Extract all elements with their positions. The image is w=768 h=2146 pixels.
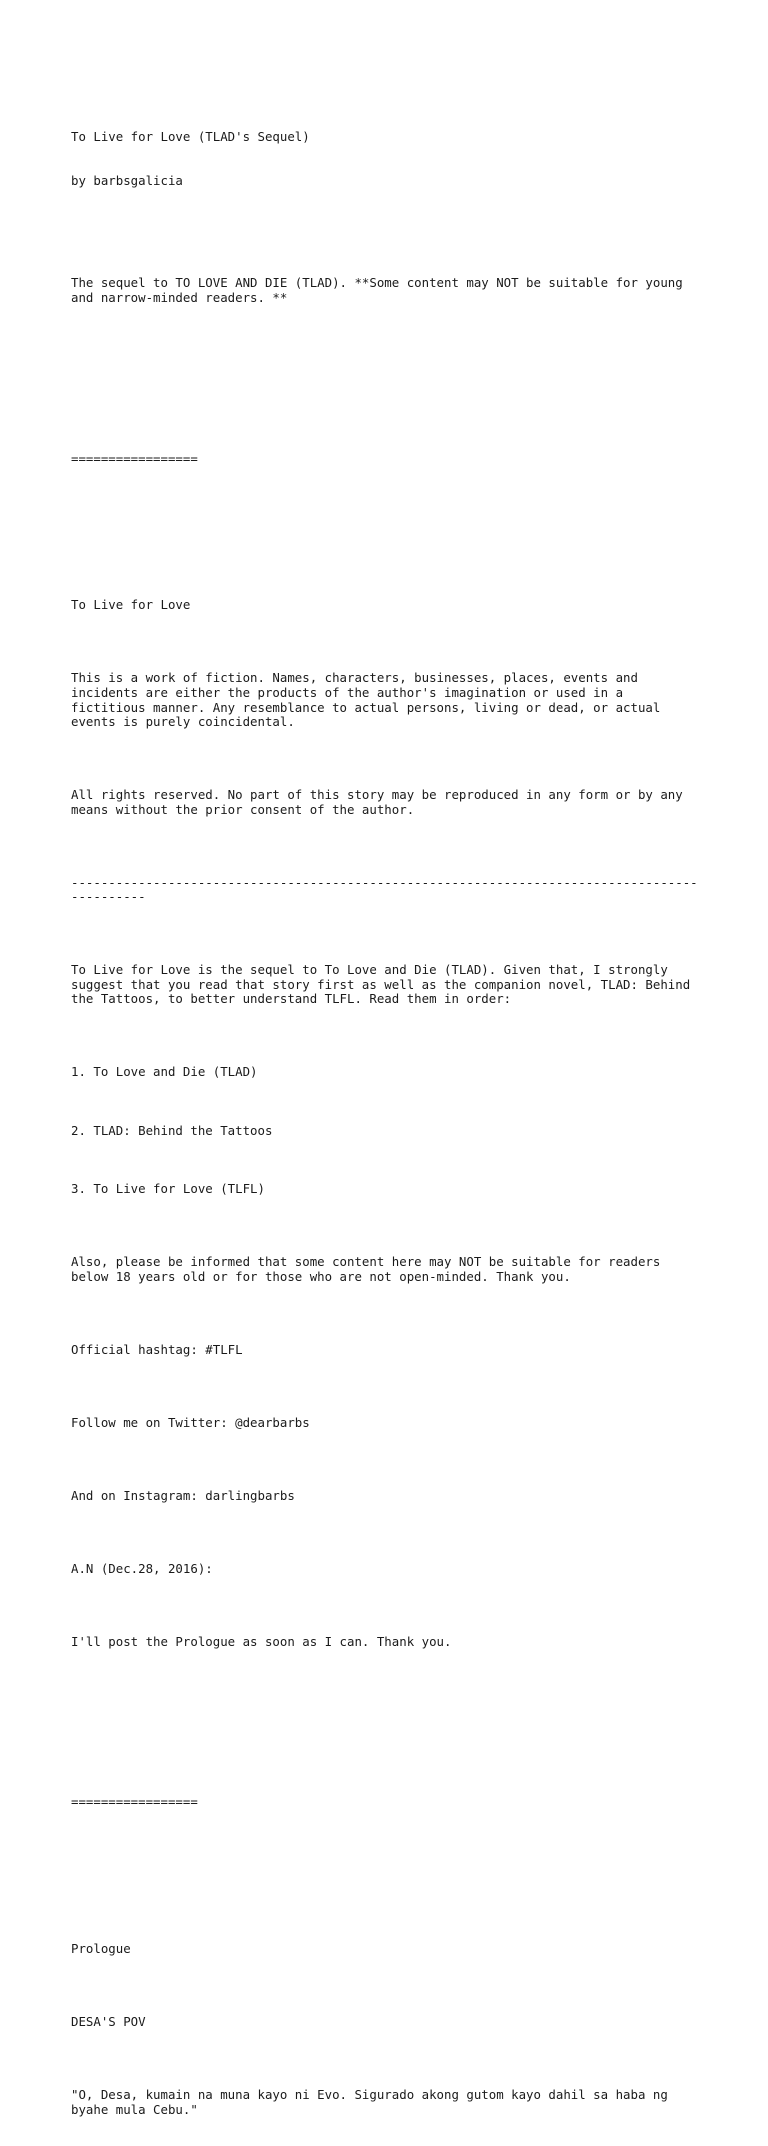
spacer	[71, 364, 701, 408]
spacer	[71, 1868, 701, 1898]
author-note-heading: A.N (Dec.28, 2016):	[71, 1560, 213, 1576]
spacer	[71, 1708, 701, 1752]
spacer	[71, 525, 701, 555]
content-warning: Also, please be informed that some content here may NOT be suitable for readers below 18 years old or for those who are not open-minded. Thank you.	[71, 1254, 668, 1284]
story-summary: The sequel to TO LOVE AND DIE (TLAD). **Some content may NOT be suitable for young and narrow-minded readers. **	[71, 275, 691, 305]
reading-order-item: 1. To Love and Die (TLAD)	[71, 1064, 258, 1080]
twitter-handle: Follow me on Twitter: @dearbarbs	[71, 1414, 310, 1430]
prologue-pov: DESA'S POV	[71, 2014, 146, 2030]
reading-order-item: 2. TLAD: Behind the Tattoos	[71, 1122, 273, 1138]
document-page	[71, 72, 701, 2146]
story-title: To Live for Love (TLAD's Sequel)	[71, 129, 310, 145]
author-note-text: I'll post the Prologue as soon as I can. Thank you.	[71, 1633, 452, 1649]
instagram-handle: And on Instagram: darlingbarbs	[71, 1487, 295, 1503]
rights-notice: All rights reserved. No part of this story may be reproduced in any form or by any means without the prior consent of the author.	[71, 787, 691, 817]
prologue-title: Prologue	[71, 1941, 131, 1957]
front-matter-title: To Live for Love	[71, 597, 191, 613]
fiction-disclaimer: This is a work of fiction. Names, characters, businesses, places, events and incidents are either the products of the author's imagination or used in a fictitious manner. Any resemblance to actual persons, living or dead, or actual events is purely coincidental.	[71, 670, 668, 730]
prologue-first-line: "O, Desa, kumain na muna kayo ni Evo. Sigurado akong gutom kayo dahil sa haba ng byahe mula Cebu."	[71, 2087, 676, 2117]
story-byline: by barbsgalicia	[71, 173, 183, 189]
reading-order-item: 3. To Live for Love (TLFL)	[71, 1181, 265, 1197]
sequel-note: To Live for Love is the sequel to To Love and Die (TLAD). Given that, I strongly suggest that you read that story first as well as the companion novel, TLAD: Behind the Tattoos, to better understand TLFL. Read them in order:	[71, 962, 698, 1007]
separator: =================	[71, 450, 198, 466]
separator: =================	[71, 1794, 198, 1810]
official-hashtag: Official hashtag: #TLFL	[71, 1341, 243, 1357]
title-block	[71, 101, 701, 218]
dash-rule: ----------------------------------------------------------------------------------------------	[71, 874, 698, 905]
